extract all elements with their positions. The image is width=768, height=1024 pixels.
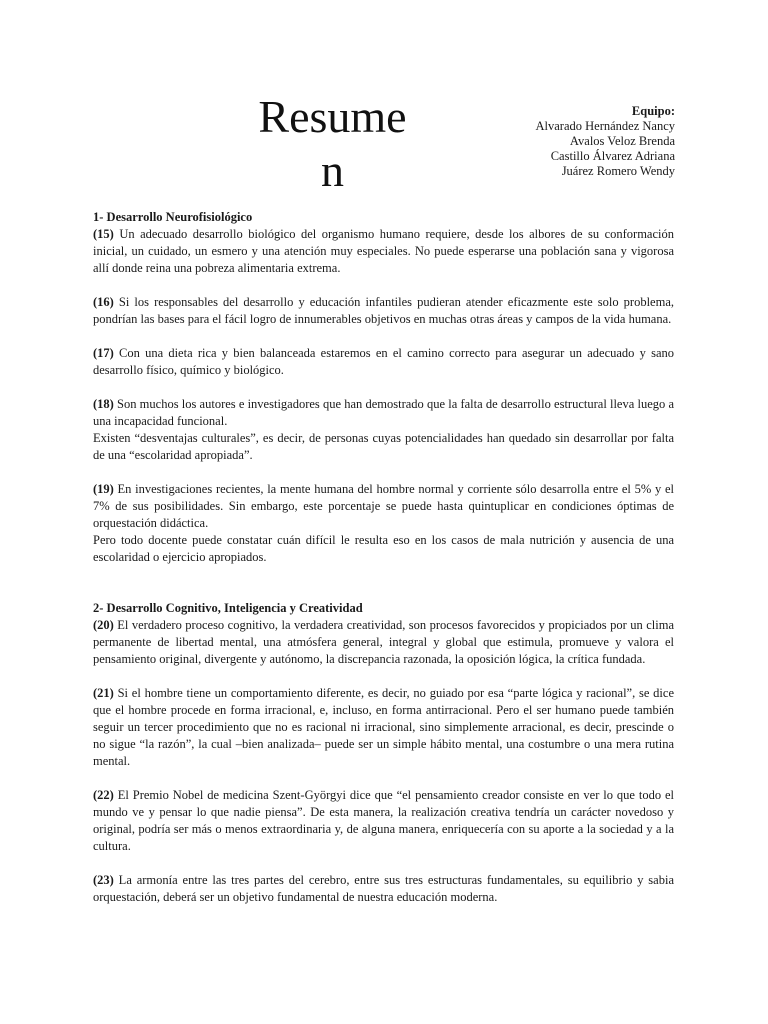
paragraph-number: (22) (93, 788, 114, 802)
team-member: Juárez Romero Wendy (561, 164, 675, 178)
paragraph-number: (20) (93, 618, 114, 632)
page-title: Resumen (258, 91, 407, 196)
paragraph-text: Con una dieta rica y bien balanceada estaremos en el camino correcto para asegurar un adecuado y sano desarrollo físico, químico y biológico. (93, 346, 674, 377)
paragraph-continuation: Existen “desventajas culturales”, es decir, de personas cuyas potencialidades han quedado sin desarrollar por falta de una “escolaridad apropiada”. (93, 431, 674, 462)
paragraph (93, 872, 674, 906)
paragraph-number: (15) (93, 227, 114, 241)
paragraph-text: Son muchos los autores e investigadores que han demostrado que la falta de desarrollo estructural lleva luego a una incapacidad funcional. (93, 397, 674, 428)
paragraph (93, 787, 674, 855)
paragraph-number: (18) (93, 397, 114, 411)
paragraph-text: Si los responsables del desarrollo y educación infantiles pudieran atender eficazmente este solo problema, pondrían las bases para el fácil logro de innumerables objetivos en muchas otras áreas y campos de la vida humana. (93, 295, 674, 326)
section-spacer (93, 583, 674, 600)
paragraph-number: (16) (93, 295, 114, 309)
paragraph-continuation: Pero todo docente puede constatar cuán difícil le resulta eso en los casos de mala nutrición y ausencia de una escolaridad o ejercicio apropiados. (93, 533, 674, 564)
team-member: Alvarado Hernández Nancy (535, 119, 675, 133)
team-heading: Equipo: (631, 104, 675, 118)
paragraph-number: (21) (93, 686, 114, 700)
paragraph (93, 226, 674, 277)
paragraph-text: El verdadero proceso cognitivo, la verdadera creatividad, son procesos favorecidos y propiciados por un clima permanente de libertad mental, una atmósfera general, integral y global que estimula, promueve y valora el pensamiento original, divergente y autónomo, la discrepancia razonada, la oposición lógica, la crítica fundada. (93, 618, 674, 666)
section-title: 2- Desarrollo Cognitivo, Inteligencia y Creatividad (93, 601, 363, 615)
paragraph-number: (17) (93, 346, 114, 360)
paragraph (93, 685, 674, 770)
paragraph (93, 481, 674, 566)
paragraph (93, 396, 674, 464)
document-body (93, 209, 674, 923)
team-member: Castillo Álvarez Adriana (550, 149, 675, 163)
paragraph-text: Si el hombre tiene un comportamiento diferente, es decir, no guiado por esa “parte lógica y racional”, se dice que el hombre procede en forma irracional, e, incluso, en forma antirracional. Pero el ser humano puede también seguir un tercer procedimiento que no es racional ni irracional, sino simplemente arracional, es decir, prescinde o no sigue “la razón”, la cual –bien analizada– puede ser un simple hábito mental, una costumbre o una mera rutina mental. (93, 686, 674, 768)
team-member: Avalos Veloz Brenda (569, 134, 675, 148)
section-title: 1- Desarrollo Neurofisiológico (93, 210, 253, 224)
paragraph-text: El Premio Nobel de medicina Szent-Györgyi dice que “el pensamiento creador consiste en ver lo que todo el mundo ve y pensar lo que nadie piensa”. De esta manera, la realización creativa tendría un carácter novedoso y original, podría ser más o menos extraordinaria y, de alguna manera, enriquecería con su aporte a la sociedad y a la cultura. (93, 788, 674, 853)
paragraph-number: (19) (93, 482, 114, 496)
paragraph (93, 617, 674, 668)
paragraph (93, 345, 674, 379)
paragraph (93, 294, 674, 328)
team-block (470, 104, 675, 179)
paragraph-text: Un adecuado desarrollo biológico del organismo humano requiere, desde los albores de su conformación inicial, un cuidado, un esmero y una atención muy especiales. No puede esperarse una población sana y vigorosa allí donde reina una pobreza alimentaria extrema. (93, 227, 674, 275)
paragraph-number: (23) (93, 873, 114, 887)
paragraph-text: En investigaciones recientes, la mente humana del hombre normal y corriente sólo desarrolla entre el 5% y el 7% de sus posibilidades. Sin embargo, este porcentaje se puede hasta quintuplicar en condiciones óptimas de orquestación didáctica. (93, 482, 674, 530)
paragraph-text: La armonía entre las tres partes del cerebro, entre sus tres estructuras fundamentales, su equilibrio y sabia orquestación, deberá ser un objetivo fundamental de nuestra educación moderna. (93, 873, 674, 904)
